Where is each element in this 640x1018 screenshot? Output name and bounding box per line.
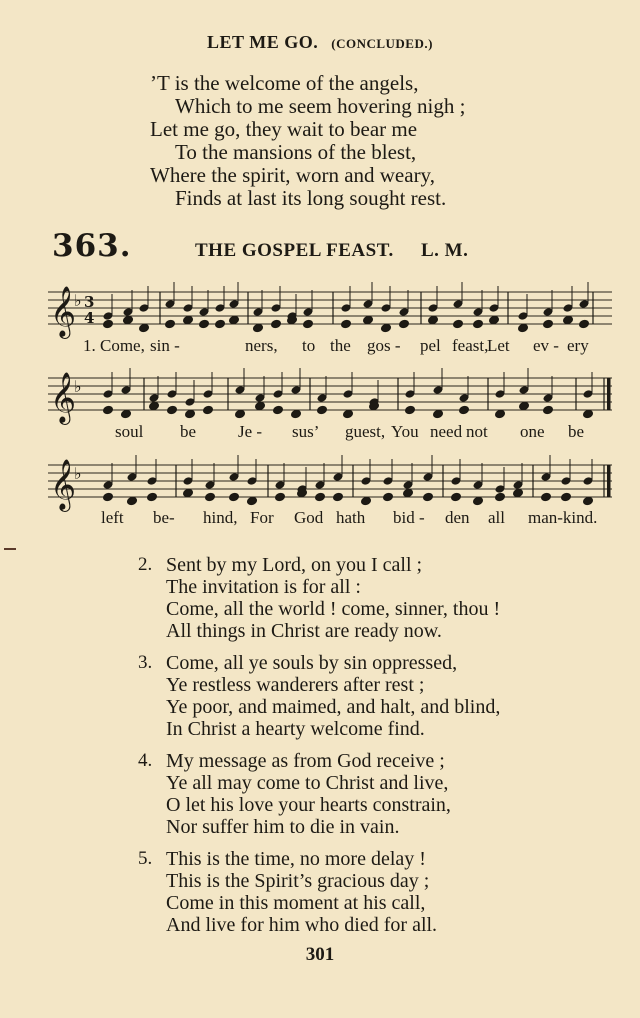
flat-sign-icon: ♭ (74, 377, 82, 396)
lyric-syllable: feast, (452, 336, 489, 355)
music-note (403, 488, 414, 498)
lyric-syllable: ev - (533, 336, 559, 355)
stanza-line: Ye restless wanderers after rest ; (166, 674, 425, 696)
music-note (291, 409, 302, 419)
stanza-line: Come, all the world ! come, sinner, thou ! (166, 598, 501, 620)
flat-sign-icon: ♭ (74, 291, 82, 310)
stanza-line: This is the Spirit’s gracious day ; (166, 870, 430, 892)
music-note (518, 323, 529, 333)
verse-line: Finds at last its long sought rest. (175, 186, 447, 210)
stanza-line: Come, all ye souls by sin oppressed, (166, 652, 458, 674)
music-note (343, 409, 354, 419)
verse-line: Which to me seem hovering nigh ; (175, 94, 466, 118)
stanza-line: Ye poor, and maimed, and halt, and blind, (166, 696, 501, 718)
music-note (103, 492, 114, 502)
stanza-line: My message as from God receive ; (166, 750, 445, 772)
music-note (433, 409, 444, 419)
stanza-line: O let his love your hearts constrain, (166, 794, 451, 816)
music-note (103, 405, 114, 415)
music-note (341, 319, 352, 329)
hymn-meter: L. M. (420, 240, 469, 261)
stanza-number: 4. (138, 750, 153, 771)
treble-clef-icon: 𝄞 (50, 459, 77, 510)
page-number: 301 (305, 944, 335, 965)
music-note (543, 405, 554, 415)
music-note (495, 409, 506, 419)
lyric-syllable: left (101, 508, 124, 527)
margin-mark (4, 548, 16, 550)
header-note: (CONCLUDED.) (331, 36, 433, 51)
music-note (229, 315, 240, 325)
lyric-syllable: Je - (238, 422, 263, 441)
lyric-syllable: be- (153, 508, 175, 527)
music-note (121, 409, 132, 419)
treble-clef-icon: 𝄞 (50, 372, 77, 423)
music-staff-1 (48, 282, 612, 342)
lyric-syllable: ners, (245, 336, 278, 355)
music-note (315, 492, 326, 502)
final-bar-line (607, 465, 611, 497)
music-note (235, 409, 246, 419)
hymn-number: 363. (52, 228, 132, 264)
music-note (103, 319, 114, 329)
music-note (583, 409, 594, 419)
time-signature-bottom: 4 (84, 309, 95, 327)
hymn-title: THE GOSPEL FEAST. (195, 240, 394, 261)
flat-sign-icon: ♭ (74, 464, 82, 483)
lyric-syllable: ery (567, 336, 589, 355)
music-note (399, 319, 410, 329)
music-note (561, 492, 572, 502)
stanza-number: 5. (138, 848, 153, 869)
hymn-title-row (195, 240, 468, 262)
lyric-syllable: For (250, 508, 274, 527)
music-note (451, 492, 462, 502)
music-note (495, 492, 506, 502)
music-note (489, 315, 500, 325)
music-note (543, 319, 554, 329)
music-note (473, 319, 484, 329)
lyric-syllable: God (294, 508, 324, 527)
music-note (383, 492, 394, 502)
music-note (123, 315, 134, 325)
stanza-line: Come in this moment at his call, (166, 892, 426, 914)
stanza-line: This is the time, no more delay ! (166, 848, 426, 870)
lyric-syllable: hind, (203, 508, 238, 527)
lyric-syllable: be (568, 422, 585, 441)
lyric-syllable: pel (420, 336, 441, 355)
lyric-syllable: man-kind. (528, 508, 598, 527)
music-note (423, 492, 434, 502)
music-note (229, 492, 240, 502)
treble-clef-icon: 𝄞 (50, 286, 77, 337)
music-note (149, 401, 160, 411)
music-staff-3 (48, 455, 612, 515)
music-note (361, 496, 372, 506)
lyric-syllable: sus’ (292, 422, 320, 441)
music-note (333, 492, 344, 502)
music-note (519, 401, 530, 411)
lyric-syllable: 1. Come, (83, 336, 145, 355)
stanza-line: All things in Christ are ready now. (166, 620, 442, 642)
running-header (0, 32, 640, 53)
lyric-syllable: gos - (367, 336, 401, 355)
music-note (317, 405, 328, 415)
music-note (363, 315, 374, 325)
music-note (247, 496, 258, 506)
lyric-syllable: the (330, 336, 351, 355)
music-note (405, 405, 416, 415)
music-note (185, 409, 196, 419)
music-note (271, 319, 282, 329)
lyric-syllable: You (391, 422, 419, 441)
music-note (139, 323, 150, 333)
music-note (381, 323, 392, 333)
lyric-syllable: den (445, 508, 470, 527)
music-note (167, 405, 178, 415)
music-note (453, 319, 464, 329)
lyric-syllable: Let (487, 336, 510, 355)
stanza-number: 3. (138, 652, 153, 673)
lyric-syllable: guest, (345, 422, 386, 441)
lyric-syllable: not (466, 422, 488, 441)
lyric-syllable: need (430, 422, 463, 441)
music-note (183, 315, 194, 325)
music-note (253, 323, 264, 333)
music-note (275, 492, 286, 502)
lyric-syllable: hath (336, 508, 366, 527)
music-note (583, 496, 594, 506)
stanza-number: 2. (138, 554, 153, 575)
music-note (147, 492, 158, 502)
stanza-line: The invitation is for all : (166, 576, 361, 598)
verse-line: To the mansions of the blest, (175, 140, 417, 164)
stanza-line: Sent by my Lord, on you I call ; (166, 554, 423, 576)
music-note (203, 405, 214, 415)
stanza-line: Nor suffer him to die in vain. (166, 816, 400, 838)
music-note (199, 319, 210, 329)
header-title: LET ME GO. (207, 32, 319, 52)
music-note (459, 405, 470, 415)
music-note (428, 315, 439, 325)
music-note (183, 488, 194, 498)
music-note (255, 401, 266, 411)
stanza-line: In Christ a hearty welcome find. (166, 718, 425, 740)
verse-line: Let me go, they wait to bear me (150, 117, 418, 141)
lyric-syllable: all (488, 508, 505, 527)
stanza-line: And live for him who died for all. (166, 914, 438, 936)
music-note (165, 319, 176, 329)
music-note (205, 492, 216, 502)
music-note (513, 488, 524, 498)
music-note (563, 315, 574, 325)
music-note (579, 319, 590, 329)
lyric-syllable: be (180, 422, 197, 441)
lyric-syllable: soul (115, 422, 144, 441)
lyric-syllable: sin - (150, 336, 180, 355)
music-note (473, 496, 484, 506)
final-bar-line (607, 378, 611, 410)
verse-line: Where the spirit, worn and weary, (150, 163, 435, 187)
lyric-syllable: one (520, 422, 545, 441)
lyric-syllable: bid - (393, 508, 425, 527)
music-note (273, 405, 284, 415)
music-note (541, 492, 552, 502)
lyric-syllable: to (302, 336, 316, 355)
music-note (215, 319, 226, 329)
music-note (127, 496, 138, 506)
time-signature-top: 3 (84, 293, 95, 311)
stanza-line: Ye all may come to Christ and live, (166, 772, 449, 794)
music-note (303, 319, 314, 329)
music-staff-2 (48, 368, 612, 428)
verse-line: ’T is the welcome of the angels, (150, 71, 419, 95)
